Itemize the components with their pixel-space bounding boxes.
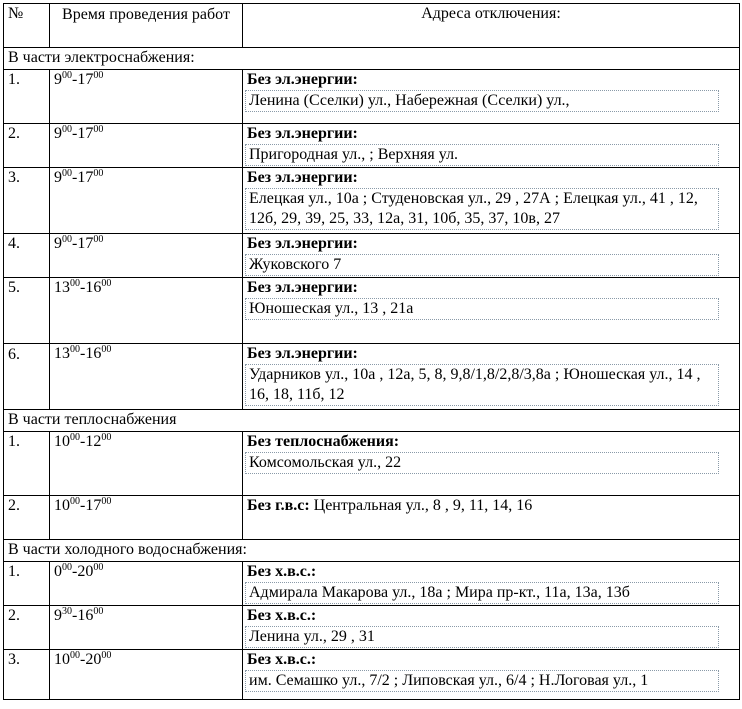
header-addresses: Адреса отключения: — [243, 4, 740, 48]
address-text: Юношеская ул., 13 , 21а — [245, 298, 719, 320]
table-row — [4, 496, 740, 540]
row-addresses-cell — [243, 562, 740, 606]
address-text: Ударников ул., 10а , 12а, 5, 8, 9,8/1,8/2,8/3,8а ; Юношеская ул., 14 , 16, 18, 11б, 12 — [245, 364, 719, 406]
row-time: $13^{00}-16^{00}$ — [50, 278, 243, 344]
table-row — [4, 70, 740, 124]
address-text: Центральная ул., 8 , 9, 11, 14, 16 — [313, 497, 533, 514]
table-row — [4, 606, 740, 650]
outage-label: Без эл.энергии: — [247, 345, 358, 362]
row-addresses-cell — [243, 278, 740, 344]
outage-label: Без теплоснабжения: — [247, 433, 400, 450]
row-time: $9^{00}-17^{00}$ — [50, 70, 243, 124]
row-number: 5. — [4, 278, 50, 344]
table-row — [4, 562, 740, 606]
table-row — [4, 344, 740, 410]
row-number: 4. — [4, 234, 50, 278]
header-number: № — [4, 4, 50, 48]
row-time: $13^{00}-16^{00}$ — [50, 344, 243, 410]
header-time: Время проведения работ — [50, 4, 243, 48]
row-time: $9^{00}-17^{00}$ — [50, 168, 243, 234]
section-row-cold-water — [4, 540, 740, 562]
row-number: 3. — [4, 650, 50, 700]
row-number: 1. — [4, 70, 50, 124]
row-addresses-cell — [243, 234, 740, 278]
table-row — [4, 124, 740, 168]
row-number: 6. — [4, 344, 50, 410]
section-title: В части теплоснабжения — [4, 410, 740, 432]
section-row-heating — [4, 410, 740, 432]
outage-label: Без эл.энергии: — [247, 71, 358, 88]
row-addresses-cell — [243, 606, 740, 650]
outage-schedule-table — [3, 3, 740, 700]
outage-label: Без эл.энергии: — [247, 235, 358, 252]
row-number: 2. — [4, 496, 50, 540]
row-addresses-cell — [243, 432, 740, 496]
row-number: 2. — [4, 124, 50, 168]
row-time: $0^{00}-20^{00}$ — [50, 562, 243, 606]
address-text: Ленина (Сселки) ул., Набережная (Сселки) ул., — [245, 90, 719, 112]
table-row — [4, 278, 740, 344]
row-number: 1. — [4, 562, 50, 606]
row-time: $9^{00}-17^{00}$ — [50, 124, 243, 168]
row-addresses-cell — [243, 70, 740, 124]
outage-label: Без х.в.с.: — [247, 607, 317, 624]
row-number: 1. — [4, 432, 50, 496]
row-time: $9^{30}-16^{00}$ — [50, 606, 243, 650]
section-row-electricity — [4, 48, 740, 70]
row-addresses-cell — [243, 168, 740, 234]
table-row — [4, 432, 740, 496]
outage-label: Без г.в.с: — [247, 497, 310, 514]
section-title: В части холодного водоснабжения: — [4, 540, 740, 562]
address-text: Комсомольская ул., 22 — [245, 452, 719, 474]
outage-label: Без эл.энергии: — [247, 169, 358, 186]
row-time: $9^{00}-17^{00}$ — [50, 234, 243, 278]
row-time: $10^{00}-17^{00}$ — [50, 496, 243, 540]
table-row — [4, 650, 740, 700]
row-addresses-cell — [243, 124, 740, 168]
outage-label: Без х.в.с.: — [247, 563, 317, 580]
address-text: Пригородная ул., ; Верхняя ул. — [245, 144, 719, 166]
address-text: Елецкая ул., 10а ; Студеновская ул., 29 , 27А ; Елецкая ул., 41 , 12, 12б, 29, 39, 25, 33, 12а, 31, 10б, 35, 37, 10в, 27 — [245, 188, 719, 230]
row-number: 2. — [4, 606, 50, 650]
address-text: Жуковского 7 — [245, 254, 719, 276]
row-number: 3. — [4, 168, 50, 234]
address-text: Адмирала Макарова ул., 18а ; Мира пр-кт., 11а, 13а, 13б — [245, 582, 719, 604]
address-text: им. Семашко ул., 7/2 ; Липовская ул., 6/4 ; Н.Логовая ул., 1 — [245, 670, 719, 692]
address-text: Ленина ул., 29 , 31 — [245, 626, 719, 648]
table-header-row — [4, 4, 740, 48]
row-time: $10^{00}-20^{00}$ — [50, 650, 243, 700]
row-addresses-cell — [243, 496, 740, 540]
table-row — [4, 234, 740, 278]
row-addresses-cell — [243, 650, 740, 700]
row-time: $10^{00}-12^{00}$ — [50, 432, 243, 496]
row-addresses-cell — [243, 344, 740, 410]
section-title: В части электроснабжения: — [4, 48, 740, 70]
outage-label: Без эл.энергии: — [247, 279, 358, 296]
outage-label: Без х.в.с.: — [247, 651, 317, 668]
outage-label: Без эл.энергии: — [247, 125, 358, 142]
table-row — [4, 168, 740, 234]
